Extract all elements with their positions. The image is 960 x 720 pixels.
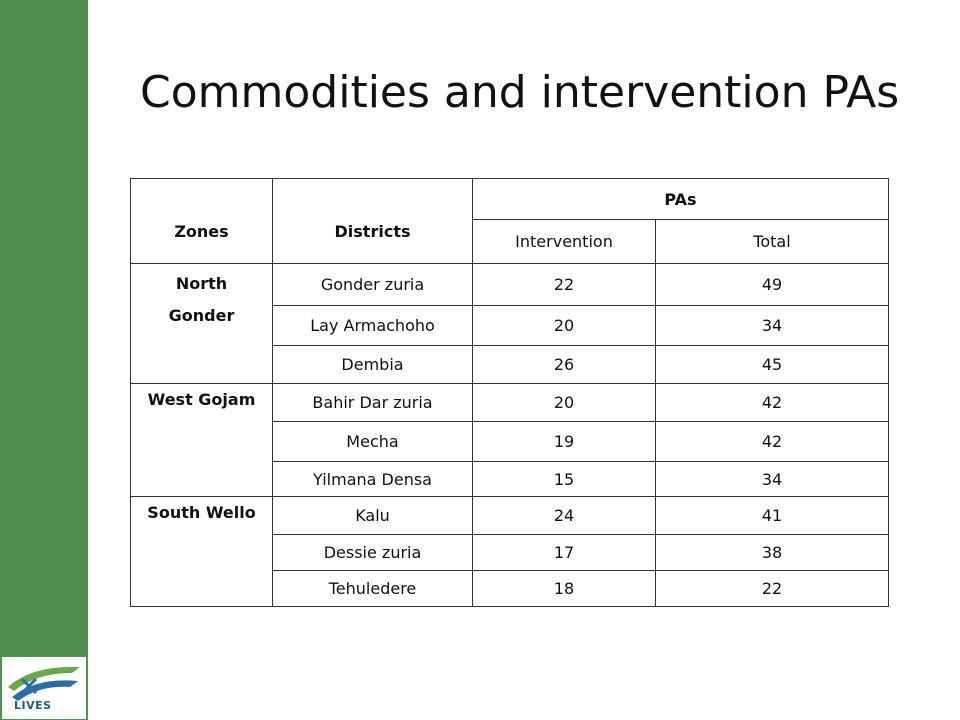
district-cell: Tehuledere (273, 571, 473, 607)
district-cell: Dessie zuria (273, 535, 473, 571)
zone-name-line1: South Wello (147, 503, 256, 522)
intervention-cell: 22 (473, 264, 656, 306)
zone-name-line1: North (175, 274, 228, 293)
lives-logo (2, 657, 86, 719)
district-cell: Dembia (273, 346, 473, 384)
intervention-cell: 18 (473, 571, 656, 607)
zone-name-line1: West Gojam (147, 390, 256, 409)
intervention-cell: 19 (473, 422, 656, 462)
total-cell: 49 (656, 264, 889, 306)
zone-name-line2: Gonder (168, 306, 235, 325)
zone-south-wello (131, 497, 273, 607)
total-cell: 34 (656, 306, 889, 346)
district-cell: Yilmana Densa (273, 462, 473, 497)
intervention-cell: 15 (473, 462, 656, 497)
intervention-cell: 26 (473, 346, 656, 384)
total-cell: 22 (656, 571, 889, 607)
header-intervention: Intervention (473, 220, 656, 264)
total-cell: 41 (656, 497, 889, 535)
header-total: Total (656, 220, 889, 264)
header-pas: PAs (473, 179, 889, 220)
total-cell: 38 (656, 535, 889, 571)
intervention-cell: 20 (473, 384, 656, 422)
total-cell: 42 (656, 422, 889, 462)
district-cell: Bahir Dar zuria (273, 384, 473, 422)
page-title: Commodities and intervention PAs (140, 67, 900, 119)
intervention-cell: 17 (473, 535, 656, 571)
logo-text: LIVES (14, 699, 52, 712)
district-cell: Kalu (273, 497, 473, 535)
intervention-cell: 20 (473, 306, 656, 346)
zone-north-gonder (131, 264, 273, 384)
zone-west-gojam (131, 384, 273, 497)
header-zones: Zones (131, 179, 273, 264)
side-accent-bar (0, 0, 88, 720)
district-cell: Lay Armachoho (273, 306, 473, 346)
total-cell: 34 (656, 462, 889, 497)
total-cell: 45 (656, 346, 889, 384)
total-cell: 42 (656, 384, 889, 422)
pas-table (130, 178, 889, 607)
intervention-cell: 24 (473, 497, 656, 535)
district-cell: Mecha (273, 422, 473, 462)
header-districts: Districts (273, 179, 473, 264)
district-cell: Gonder zuria (273, 264, 473, 306)
